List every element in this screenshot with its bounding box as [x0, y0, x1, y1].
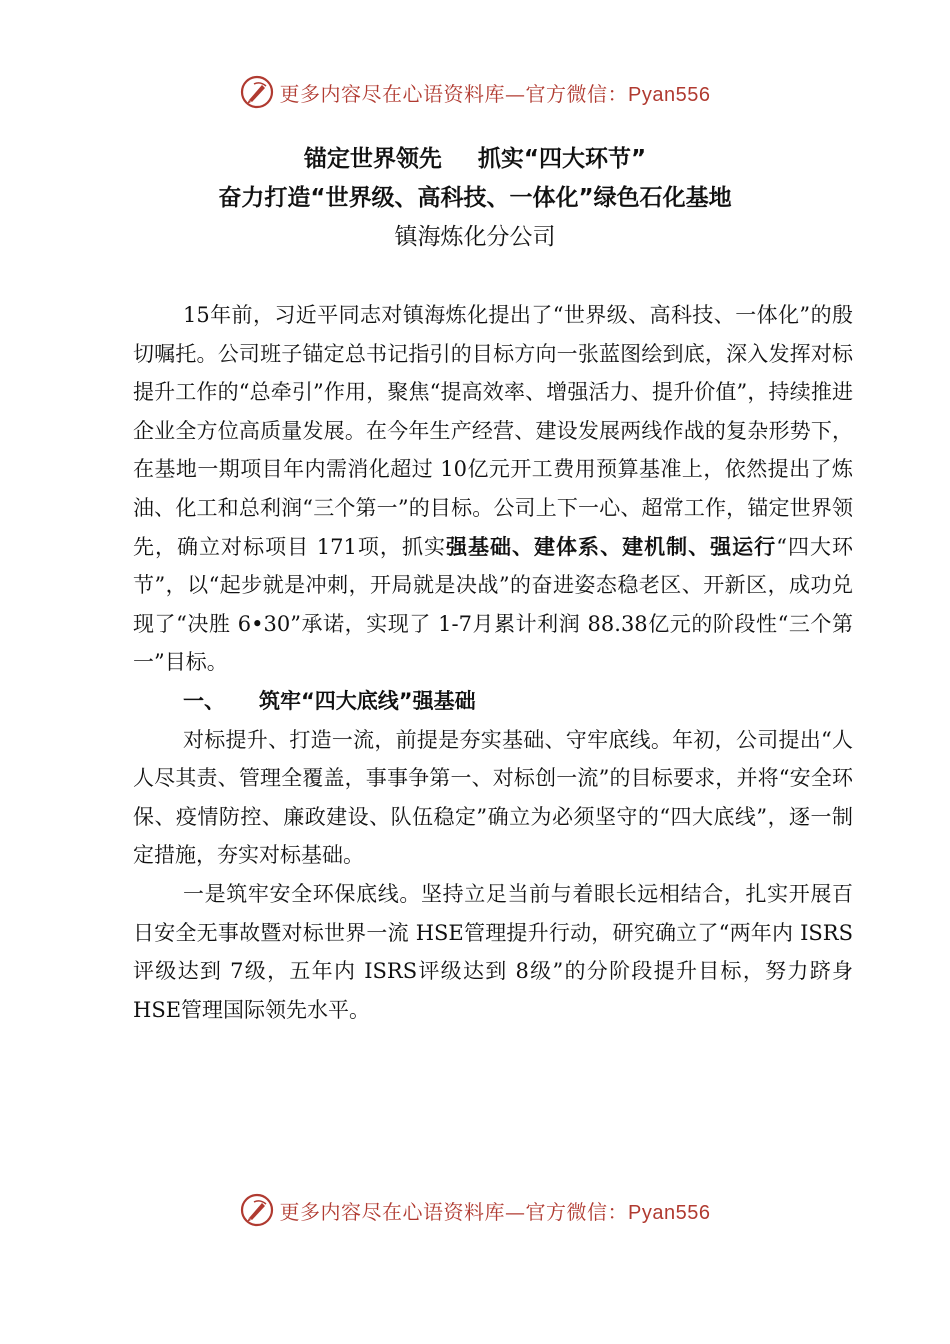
- paragraph-1: 15年前，习近平同志对镇海炼化提出了“世界级、高科技、一体化”的殷切嘱托。公司班子锚定总书记指引的目标方向一张蓝图绘到底，深入发挥对标提升工作的“总牵引”作用，聚焦“提高效率、增强活力、提升价值”，持续推进企业全方位高质量发展。在今年生产经营、建设发展两线作战的复杂形势下，在基地一期项目年内需消化超过 10亿元开工费用预算基准上，依然提出了炼油、化工和总利润“三个第一”的目标。公司上下一心、超常工作，锚定世界领先，确立对标项目 171项，抓实强基础、建体系、建机制、强运行“四大环节”，以“起步就是冲刺，开局就是决战”的奋进姿态稳老区、开新区，成功兑现了“决胜 6•30”承诺，实现了 1-7月累计利润 88.38亿元的阶段性“三个第一”目标。: [133, 303, 853, 675]
- paragraph-3: 一是筑牢安全环保底线。坚持立足当前与着眼长远相结合，扎实开展百日安全无事故暨对标世界一流 HSE管理提升行动，研究确立了“两年内 ISRS评级达到 7级，五年内 ISRS评级达到 8级”的分阶段提升目标，努力跻身 HSE管理国际领先水平。: [133, 881, 853, 1022]
- watermark-footer: [0, 1190, 950, 1230]
- author: 镇海炼化分公司: [394, 224, 556, 250]
- watermark-id: Pyan556: [628, 1201, 711, 1224]
- document-body: [133, 296, 853, 1029]
- watermark-header: [0, 72, 950, 112]
- paragraph-2: 对标提升、打造一流，前提是夯实基础、守牢底线。年初，公司提出“人人尽其责、管理全覆盖，事事争第一、对标创一流”的目标要求，并将“安全环保、疫情防控、廉政建设、队伍稳定”确立为必须坚守的“四大底线”，逐一制定措施，夯实对标基础。: [133, 727, 853, 868]
- watermark-id: Pyan556: [628, 83, 711, 106]
- watermark-text: 更多内容尽在心语资料库—官方微信：Pyan556: [279, 1199, 711, 1224]
- pen-logo-icon: [240, 75, 274, 109]
- title-block: [0, 140, 950, 257]
- pen-logo-icon: [240, 1193, 274, 1227]
- title-part-2: 抓实“四大环节”: [477, 146, 647, 172]
- title-line-2: 奋力打造“世界级、高科技、一体化”绿色石化基地: [218, 185, 732, 211]
- title-line-1: [0, 140, 950, 179]
- section-heading-1: 一、 筑牢“四大底线”强基础: [183, 688, 476, 713]
- title-part-1: 锚定世界领先: [303, 146, 442, 172]
- watermark-text: 更多内容尽在心语资料库—官方微信：Pyan556: [279, 81, 711, 106]
- four-links-emphasis: 强基础、建体系、建机制、强运行: [445, 534, 777, 559]
